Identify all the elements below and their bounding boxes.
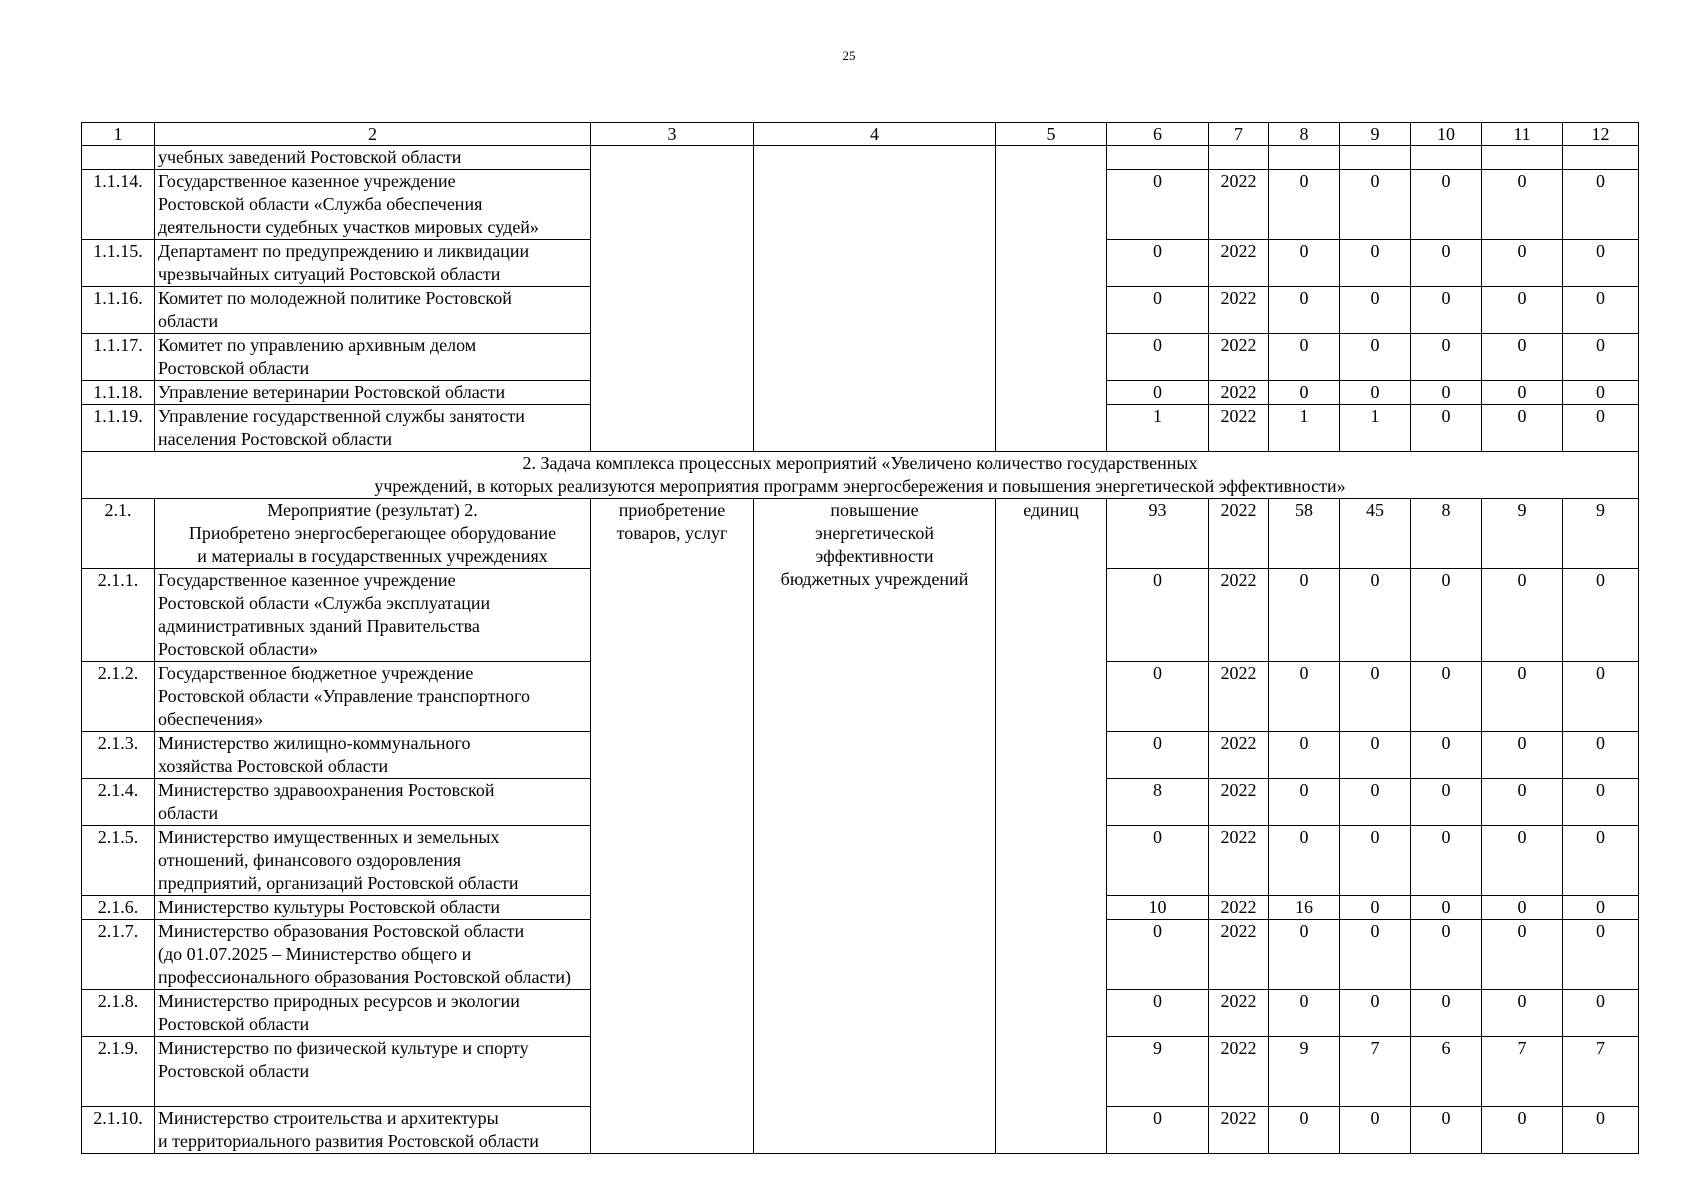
row-name-line: предприятий, организаций Ростовской области: [158, 873, 519, 893]
value-cell: 0: [1563, 405, 1639, 452]
row-number: 2.1.4.: [82, 779, 155, 826]
continuation-row: [82, 146, 1639, 170]
value-cell: 0: [1107, 240, 1209, 287]
value-cell: 0: [1482, 1107, 1563, 1154]
continuation-text: учебных заведений Ростовской области: [155, 146, 591, 170]
row-name: [155, 826, 591, 896]
row-name: [155, 779, 591, 826]
section-title: [82, 452, 1639, 499]
header-cell: 9: [1340, 123, 1411, 146]
header-cell: 1: [82, 123, 155, 146]
row-number: 2.1.5.: [82, 826, 155, 896]
value-cell: 0: [1269, 170, 1340, 240]
action-type-cell: [591, 499, 754, 1154]
value-cell: 0: [1563, 779, 1639, 826]
value-cell: 0: [1107, 732, 1209, 779]
row-name-line: Ростовской области: [158, 358, 310, 378]
value-cell: 9: [1563, 499, 1639, 569]
value-cell: 6: [1411, 1037, 1482, 1107]
value-cell: 2022: [1209, 1037, 1269, 1107]
action-type-line: товаров, услуг: [616, 523, 728, 543]
header-cell: 11: [1482, 123, 1563, 146]
row-name-line: отношений, финансового оздоровления: [158, 850, 462, 870]
value-cell: 2022: [1209, 499, 1269, 569]
row-name-line: Ростовской области: [158, 1014, 310, 1034]
indicators-table: [81, 122, 1639, 1154]
value-cell: 0: [1107, 287, 1209, 334]
value-cell: 9: [1482, 499, 1563, 569]
row-name-line: Ростовской области»: [158, 639, 319, 659]
value-cell: 0: [1269, 826, 1340, 896]
col3-cell: [591, 146, 754, 452]
row-name: [155, 381, 591, 405]
row-name: [155, 170, 591, 240]
value-cell: 1: [1107, 405, 1209, 452]
row-number: 2.1.: [82, 499, 155, 569]
value-cell: 2022: [1209, 170, 1269, 240]
row-name-line: деятельности судебных участков мировых судей»: [158, 217, 539, 237]
purpose-cell: [754, 499, 996, 1154]
row-name: [155, 287, 591, 334]
value-cell: 0: [1563, 826, 1639, 896]
measure-name: [155, 499, 591, 569]
value-cell: 7: [1340, 1037, 1411, 1107]
row-number: 1.1.16.: [82, 287, 155, 334]
value-cell: [1482, 146, 1563, 170]
value-cell: 45: [1340, 499, 1411, 569]
value-cell: 2022: [1209, 732, 1269, 779]
value-cell: 2022: [1209, 405, 1269, 452]
row-name-line: Государственное казенное учреждение: [158, 570, 456, 590]
value-cell: 9: [1107, 1037, 1209, 1107]
value-cell: 0: [1482, 826, 1563, 896]
value-cell: 2022: [1209, 920, 1269, 990]
value-cell: 0: [1563, 334, 1639, 381]
value-cell: 0: [1563, 381, 1639, 405]
purpose-line: энергетической: [815, 523, 934, 543]
row-name-line: области: [158, 311, 219, 331]
page-number: 25: [842, 48, 856, 63]
value-cell: 0: [1107, 826, 1209, 896]
value-cell: 2022: [1209, 334, 1269, 381]
row-name-line: Министерство жилищно-коммунального: [158, 733, 471, 753]
value-cell: 0: [1107, 381, 1209, 405]
row-name-line: Министерство здравоохранения Ростовской: [158, 780, 495, 800]
value-cell: 0: [1340, 240, 1411, 287]
col5-cell: [996, 146, 1107, 452]
row-number: 2.1.6.: [82, 896, 155, 920]
row-name-line: области: [158, 803, 219, 823]
value-cell: 0: [1411, 170, 1482, 240]
value-cell: 0: [1411, 334, 1482, 381]
value-cell: 0: [1269, 1107, 1340, 1154]
row-name-line: и территориального развития Ростовской области: [158, 1131, 539, 1151]
value-cell: 0: [1411, 826, 1482, 896]
row-name-line: Министерство культуры Ростовской области: [158, 897, 501, 917]
row-number: 2.1.2.: [82, 662, 155, 732]
row-name-line: Министерство имущественных и земельных: [158, 827, 500, 847]
value-cell: 0: [1411, 896, 1482, 920]
value-cell: 0: [1411, 240, 1482, 287]
row-name: [155, 334, 591, 381]
value-cell: [1563, 146, 1639, 170]
value-cell: 0: [1482, 732, 1563, 779]
value-cell: 58: [1269, 499, 1340, 569]
value-cell: 0: [1482, 170, 1563, 240]
action-type-line: приобретение: [618, 500, 726, 520]
value-cell: 0: [1107, 170, 1209, 240]
header-cell: 3: [591, 123, 754, 146]
section-row: [82, 452, 1639, 499]
section-title-line: 2. Задача комплекса процессных мероприятий «Увеличено количество государственных: [522, 453, 1198, 473]
row-number: 2.1.7.: [82, 920, 155, 990]
value-cell: 0: [1269, 732, 1340, 779]
value-cell: 0: [1269, 662, 1340, 732]
value-cell: 16: [1269, 896, 1340, 920]
row-name: [155, 569, 591, 662]
value-cell: 0: [1340, 920, 1411, 990]
row-name-line: административных зданий Правительства: [158, 616, 480, 636]
header-cell: 6: [1107, 123, 1209, 146]
section-title-line: учреждений, в которых реализуются мероприятия программ энергосбережения и повышения энергетической эффективности»: [374, 476, 1346, 496]
value-cell: 0: [1107, 1107, 1209, 1154]
measure-name-line: Мероприятие (результат) 2.: [267, 500, 478, 520]
value-cell: 0: [1482, 287, 1563, 334]
header-cell: 10: [1411, 123, 1482, 146]
value-cell: 0: [1563, 896, 1639, 920]
row-name: [155, 405, 591, 452]
value-cell: 0: [1563, 569, 1639, 662]
value-cell: 0: [1340, 287, 1411, 334]
table-body: [82, 123, 1639, 1154]
measure-row: [82, 499, 1639, 569]
value-cell: 2022: [1209, 662, 1269, 732]
row-number: 2.1.10.: [82, 1107, 155, 1154]
row-number: 2.1.3.: [82, 732, 155, 779]
value-cell: 0: [1340, 779, 1411, 826]
row-name-line: хозяйства Ростовской области: [158, 756, 389, 776]
row-name: [155, 1107, 591, 1154]
row-number: 2.1.9.: [82, 1037, 155, 1107]
header-cell: 2: [155, 123, 591, 146]
value-cell: 0: [1482, 405, 1563, 452]
row-number: 2.1.8.: [82, 990, 155, 1037]
value-cell: 2022: [1209, 779, 1269, 826]
row-name-line: Государственное бюджетное учреждение: [158, 663, 474, 683]
value-cell: 0: [1340, 334, 1411, 381]
value-cell: 0: [1340, 1107, 1411, 1154]
row-name-line: обеспечения»: [158, 709, 264, 729]
header-cell: 7: [1209, 123, 1269, 146]
row-name: [155, 920, 591, 990]
value-cell: 0: [1482, 569, 1563, 662]
value-cell: 0: [1563, 662, 1639, 732]
value-cell: [1269, 146, 1340, 170]
value-cell: 0: [1563, 990, 1639, 1037]
value-cell: 2022: [1209, 381, 1269, 405]
row-name: [155, 662, 591, 732]
purpose-line: бюджетных учреждений: [780, 569, 969, 589]
measure-name-line: и материалы в государственных учреждениях: [197, 546, 548, 566]
value-cell: 0: [1411, 405, 1482, 452]
value-cell: [1340, 146, 1411, 170]
value-cell: 2022: [1209, 287, 1269, 334]
value-cell: 0: [1107, 662, 1209, 732]
value-cell: 0: [1107, 569, 1209, 662]
value-cell: 0: [1411, 381, 1482, 405]
value-cell: 0: [1340, 826, 1411, 896]
value-cell: 0: [1411, 732, 1482, 779]
row-number: [82, 146, 155, 170]
value-cell: 0: [1563, 287, 1639, 334]
row-name: [155, 896, 591, 920]
value-cell: 0: [1482, 920, 1563, 990]
row-name-line: населения Ростовской области: [158, 429, 392, 449]
row-name-line: Управление ветеринарии Ростовской области: [158, 382, 506, 402]
value-cell: [1411, 146, 1482, 170]
value-cell: 0: [1269, 287, 1340, 334]
row-name-line: чрезвычайных ситуаций Ростовской области: [158, 264, 501, 284]
value-cell: 0: [1269, 569, 1340, 662]
value-cell: 93: [1107, 499, 1209, 569]
value-cell: 0: [1340, 381, 1411, 405]
value-cell: 0: [1411, 287, 1482, 334]
value-cell: 7: [1482, 1037, 1563, 1107]
value-cell: 0: [1563, 1107, 1639, 1154]
row-name: [155, 240, 591, 287]
value-cell: 0: [1411, 990, 1482, 1037]
value-cell: 0: [1107, 920, 1209, 990]
header-cell: 5: [996, 123, 1107, 146]
value-cell: 7: [1563, 1037, 1639, 1107]
row-name-line: Комитет по молодежной политике Ростовской: [158, 288, 512, 308]
value-cell: 0: [1482, 896, 1563, 920]
row-name-line: Государственное казенное учреждение: [158, 171, 456, 191]
value-cell: 0: [1563, 920, 1639, 990]
value-cell: 0: [1269, 381, 1340, 405]
value-cell: 2022: [1209, 826, 1269, 896]
row-name: [155, 990, 591, 1037]
row-name: [155, 1037, 591, 1107]
value-cell: 0: [1482, 381, 1563, 405]
value-cell: 8: [1107, 779, 1209, 826]
purpose-line: повышение: [830, 500, 919, 520]
value-cell: 0: [1411, 779, 1482, 826]
value-cell: 8: [1411, 499, 1482, 569]
value-cell: 0: [1269, 240, 1340, 287]
value-cell: 0: [1340, 662, 1411, 732]
value-cell: 0: [1411, 569, 1482, 662]
row-number: 1.1.15.: [82, 240, 155, 287]
value-cell: 0: [1269, 920, 1340, 990]
row-number: 1.1.14.: [82, 170, 155, 240]
header-row: [82, 123, 1639, 146]
value-cell: 0: [1107, 990, 1209, 1037]
purpose-line: эффективности: [815, 546, 934, 566]
value-cell: 0: [1563, 732, 1639, 779]
value-cell: 0: [1482, 779, 1563, 826]
value-cell: 2022: [1209, 990, 1269, 1037]
value-cell: 0: [1340, 732, 1411, 779]
row-name-line: Ростовской области «Служба обеспечения: [158, 194, 483, 214]
value-cell: 0: [1340, 990, 1411, 1037]
value-cell: 0: [1563, 240, 1639, 287]
header-cell: 12: [1563, 123, 1639, 146]
value-cell: 9: [1269, 1037, 1340, 1107]
value-cell: 0: [1482, 240, 1563, 287]
row-name-line: [158, 1083, 587, 1106]
measure-name-line: Приобретено энергосберегающее оборудование: [188, 523, 557, 543]
row-name-line: Министерство по физической культуре и спорту: [158, 1038, 529, 1058]
value-cell: 2022: [1209, 569, 1269, 662]
value-cell: 0: [1563, 170, 1639, 240]
value-cell: 0: [1269, 334, 1340, 381]
value-cell: 10: [1107, 896, 1209, 920]
row-name-line: Министерство образования Ростовской области: [158, 921, 525, 941]
row-name-line: профессионального образования Ростовской области): [158, 967, 571, 987]
value-cell: 0: [1482, 990, 1563, 1037]
row-number: 1.1.18.: [82, 381, 155, 405]
value-cell: 0: [1269, 990, 1340, 1037]
row-name-line: Ростовской области «Управление транспортного: [158, 686, 530, 706]
row-name-line: Управление государственной службы занятости: [158, 406, 525, 426]
value-cell: 0: [1340, 896, 1411, 920]
row-number: 1.1.17.: [82, 334, 155, 381]
value-cell: 0: [1340, 170, 1411, 240]
row-name-line: Министерство природных ресурсов и экологии: [158, 991, 520, 1011]
value-cell: 0: [1269, 779, 1340, 826]
row-name-line: Ростовской области «Служба эксплуатации: [158, 593, 491, 613]
header-cell: 8: [1269, 123, 1340, 146]
row-name-line: Департамент по предупреждению и ликвидации: [158, 241, 530, 261]
value-cell: 2022: [1209, 1107, 1269, 1154]
value-cell: 0: [1482, 662, 1563, 732]
value-cell: 0: [1482, 334, 1563, 381]
row-name-line: Комитет по управлению архивным делом: [158, 335, 477, 355]
row-name-line: Министерство строительства и архитектуры: [158, 1108, 499, 1128]
row-name-line: (до 01.07.2025 – Министерство общего и: [158, 944, 472, 964]
value-cell: 0: [1107, 334, 1209, 381]
value-cell: [1209, 146, 1269, 170]
unit-cell: единиц: [996, 499, 1107, 1154]
value-cell: 0: [1411, 920, 1482, 990]
header-cell: 4: [754, 123, 996, 146]
row-number: 1.1.19.: [82, 405, 155, 452]
row-name: [155, 732, 591, 779]
row-number: 2.1.1.: [82, 569, 155, 662]
value-cell: 0: [1411, 662, 1482, 732]
row-name-line: Ростовской области: [158, 1061, 310, 1081]
value-cell: [1107, 146, 1209, 170]
value-cell: 0: [1411, 1107, 1482, 1154]
value-cell: 1: [1340, 405, 1411, 452]
value-cell: 0: [1340, 569, 1411, 662]
value-cell: 2022: [1209, 240, 1269, 287]
col4-cell: [754, 146, 996, 452]
value-cell: 1: [1269, 405, 1340, 452]
value-cell: 2022: [1209, 896, 1269, 920]
